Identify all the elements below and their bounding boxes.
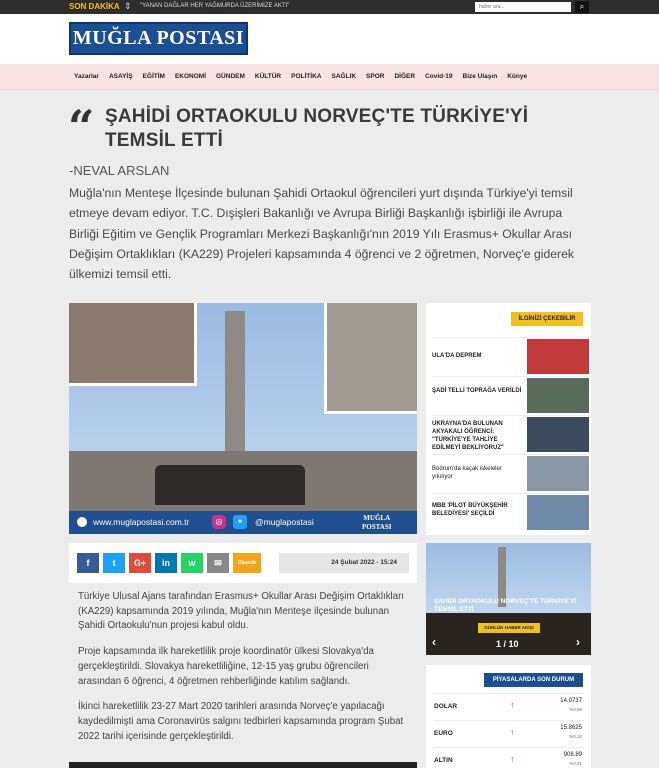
arrow-up-icon: ↑ xyxy=(510,700,515,710)
facebook-share-button[interactable]: f xyxy=(77,553,99,573)
twitter-share-button[interactable]: t xyxy=(103,553,125,573)
google-share-button[interactable]: G+ xyxy=(129,553,151,573)
search-input[interactable] xyxy=(475,2,571,12)
article-body xyxy=(78,590,413,755)
breaking-news-label: SON DAKİKA xyxy=(69,2,120,11)
twitter-icon: ✦ xyxy=(233,515,247,529)
market-row: DOLAR ↑ 14.0737 %0,86 xyxy=(434,693,584,719)
group-photo xyxy=(155,465,305,505)
related-news-item[interactable]: MBB 'PİLOT BÜYÜKŞEHİR BELEDİYESİ' SEÇİLDİ xyxy=(432,493,589,531)
main-nav xyxy=(0,64,659,90)
nav-item-kultur[interactable]: KÜLTÜR xyxy=(254,73,282,80)
slider-prev-icon[interactable]: ‹ xyxy=(432,635,436,649)
read-badge: Okunda xyxy=(233,553,261,573)
related-news-item[interactable]: UKRAYNA'DA BULUNAN AKYAKALI ÖĞRENCİ: "TÜRKİYE'YE TAHLİYE EDİLMEYİ BEKLİYORUZ" xyxy=(432,415,589,453)
slider-caption[interactable]: ŞAHİDİ ORTAOKULU NORVEÇ'TE TÜRKİYE'Yİ TEMSİL ETTİ xyxy=(434,598,577,613)
site-header xyxy=(0,14,659,64)
nav-item-politika[interactable]: POLİTİKA xyxy=(291,73,322,80)
news-thumbnail xyxy=(527,417,589,452)
nav-item-asayis[interactable]: ASAYİŞ xyxy=(108,73,133,80)
comment-button[interactable]: ✉ xyxy=(207,553,229,573)
breaking-news-ticker[interactable]: "YANAN DAĞLAR HER YAĞMURDA ÜZERİMİZE AKTI" xyxy=(140,3,290,9)
related-news-item[interactable]: Bodrum'da kaçak iskeleler yıkılıyor xyxy=(432,454,589,492)
nav-item-spor[interactable]: SPOR xyxy=(366,73,385,80)
arrow-up-icon: ↑ xyxy=(510,727,515,737)
related-news-label: İLGİNİZİ ÇEKEBİLİR xyxy=(511,312,583,326)
related-news-item[interactable]: ŞADİ TELLİ TOPRAĞA VERİLDİ xyxy=(432,376,589,414)
markets-widget xyxy=(426,665,591,768)
image-footer-bar xyxy=(69,511,417,534)
market-row: ALTIN ↑ 908.89 %0,91 xyxy=(434,747,584,768)
whatsapp-share-button[interactable]: w xyxy=(181,553,203,573)
inset-photo-students xyxy=(69,303,197,386)
article-second-image xyxy=(69,762,417,768)
nav-item-contact[interactable]: Bize Ulaşın xyxy=(462,73,498,80)
web-icon xyxy=(77,517,87,527)
related-news-widget xyxy=(426,303,591,535)
article-lead: Muğla'nın Menteşe İlçesinde bulunan Şahidi Ortaokul öğrencileri yurt dışında Türkiye'yi temsil etmeye devam ediyor. T.C. Dışişleri Bakanlığı ve Avrupa Birliği Başkanlığı işbirliği ile Avrupa Birliği Eğitim ve Gençlik Programları Merkezi Başkanlığı'nın 2019 Yılı Erasmus+ Okullar Arası Değişim Ortaklıkları (KA229) Projeleri kapsamında 4 öğrenci ve 2 öğretmen, Norveç'e giderek ülkemizi temsil etti. xyxy=(69,186,574,282)
slider-next-icon[interactable]: › xyxy=(576,635,580,649)
instagram-icon: ◎ xyxy=(212,515,226,529)
inset-photo-certificates xyxy=(324,303,417,414)
nav-item-saglik[interactable]: SAĞLIK xyxy=(331,73,357,80)
ticker-toggle-icon[interactable]: ⇕ xyxy=(124,1,132,11)
monolith-photo xyxy=(225,311,245,461)
slider-label: GÜNLÜK HABER AKIŞI xyxy=(478,623,540,633)
nav-item-ekonomi[interactable]: EKONOMİ xyxy=(174,73,206,80)
nav-item-gundem[interactable]: GÜNDEM xyxy=(216,73,245,80)
nav-item-egitim[interactable]: EĞİTİM xyxy=(142,73,165,80)
search-button[interactable] xyxy=(575,1,589,13)
news-thumbnail xyxy=(527,456,589,491)
related-news-item[interactable]: ULA'DA DEPREM xyxy=(432,337,589,375)
article-paragraph: Türkiye Ulusal Ajans tarafından Erasmus+ Okullar Arası Değişim Ortaklıkları (KA229) kapsamında 2019 yılında, Muğla'nın Menteşe ilçesinde bulunan Şahidi Ortaokulu'nun projesi kabul oldu. xyxy=(78,591,404,632)
article-title: ŞAHİDİ ORTAOKULU NORVEÇ'TE TÜRKİYE'Yİ TEMSİL ETTİ xyxy=(105,106,529,151)
arrow-up-icon: ↑ xyxy=(510,754,515,764)
image-footer-brand: MUĞLA POSTASI xyxy=(362,514,392,531)
nav-item-diger[interactable]: DİĞER xyxy=(394,73,416,80)
nav-item-kunye[interactable]: Künye xyxy=(507,73,528,80)
nav-item-yazarlar[interactable]: Yazarlar xyxy=(74,73,99,80)
article-author: -NEVAL ARSLAN xyxy=(69,163,170,178)
nav-item-covid[interactable]: Covid-19 xyxy=(425,73,453,80)
search-icon: ⌕ xyxy=(579,2,585,11)
top-bar xyxy=(0,0,659,14)
article-date: 24 Şubat 2022 - 15:24 xyxy=(279,553,409,573)
site-logo[interactable]: MUĞLA POSTASI xyxy=(69,22,248,55)
news-thumbnail xyxy=(527,339,589,374)
markets-label: PİYASALARDA SON DURUM xyxy=(484,673,583,687)
image-footer-site: www.muglapostasi.com.tr xyxy=(93,517,190,527)
news-thumbnail xyxy=(527,378,589,413)
news-thumbnail xyxy=(527,495,589,530)
share-bar xyxy=(69,543,417,583)
slider-page-indicator: 1 / 10 xyxy=(496,639,519,649)
news-slider[interactable] xyxy=(426,543,591,655)
market-row: EURO ↑ 15.8625 %0,12 xyxy=(434,720,584,746)
image-footer-handle: @muglapostasi xyxy=(255,517,314,527)
article-paragraph: Proje kapsamında ilk hareketlilik proje koordinatör ülkesi Slovakya'da gerçekleştirildi. Slovakya hareketliliğine, 12-15 yaş grubu öğrencileri arasından 6 öğrenci, 4 öğretmen rehberliğinde katılım sağlandı. xyxy=(78,646,374,687)
article-main-image xyxy=(69,303,417,534)
linkedin-share-button[interactable]: in xyxy=(155,553,177,573)
article-paragraph: İkinci hareketlilik 23-27 Mart 2020 tarihleri arasında Norveç'e yapılacağı kaydedilmişti ama Coronavirüs salgını tedbirleri kapsamında program Şubat 2022 tarihi içerisinde gerçekleştirildi. xyxy=(78,701,404,742)
quote-icon: “ xyxy=(68,100,95,154)
